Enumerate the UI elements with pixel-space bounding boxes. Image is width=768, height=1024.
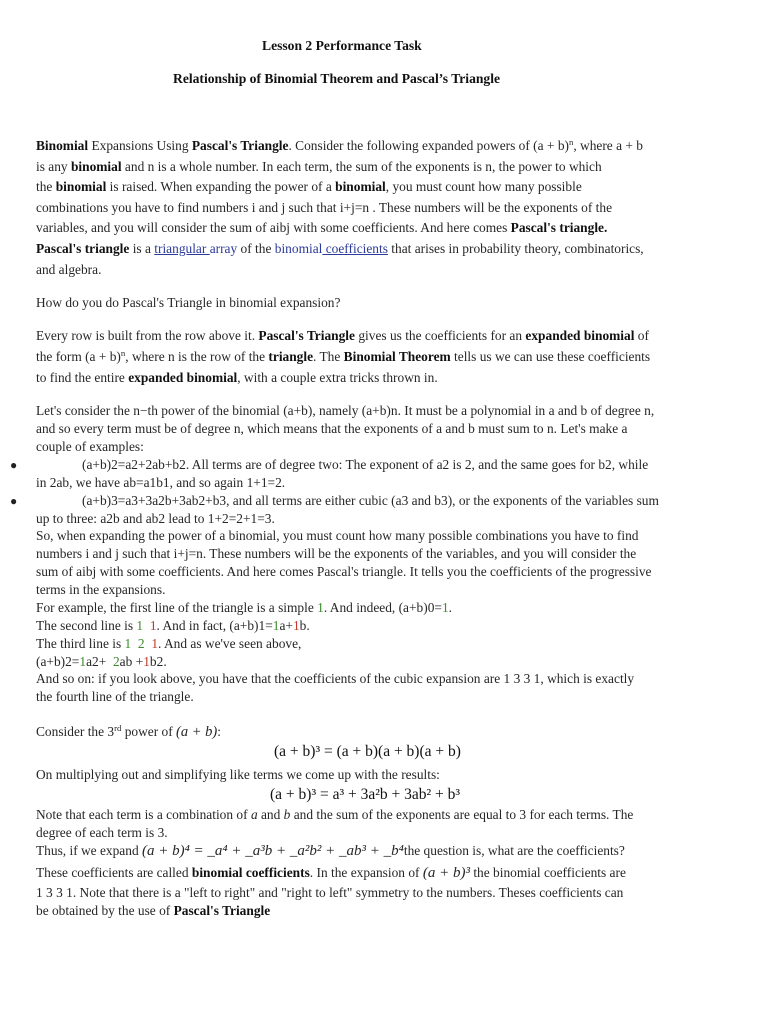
bullet-icon: ● bbox=[10, 494, 18, 508]
para3-line-2: and so every term must be of degree n, which means that the exponents of a and b must sum to n. Let's make a bbox=[36, 421, 628, 436]
coefficient: 2 bbox=[112, 654, 120, 669]
expand-fourth-power-line bbox=[36, 842, 625, 860]
text: Expansions Using bbox=[88, 138, 192, 153]
para3-line-3: couple of examples: bbox=[36, 439, 144, 454]
example-line-5: And so on: if you look above, you have that the coefficients of the cubic expansion are 1 3 3 1, which is exactly bbox=[36, 671, 635, 686]
coefficient: 1 bbox=[441, 600, 449, 615]
coefficient: 1 bbox=[292, 618, 300, 633]
bullet-2-line-1: (a+b)3=a3+3a2b+3ab2+b3, and all terms are either cubic (a3 and b3), or the exponents of the variables sum bbox=[82, 493, 659, 508]
text: a+ bbox=[279, 618, 293, 633]
para2-line-2 bbox=[36, 348, 650, 366]
para3-line-s4: terms in the expansions. bbox=[36, 582, 166, 597]
term-triangle: triangle bbox=[268, 349, 314, 364]
intro-line-3 bbox=[36, 178, 582, 196]
text: the question is, what are the coefficients? bbox=[403, 843, 625, 858]
triangular-link[interactable]: triangular bbox=[154, 241, 210, 256]
array-link[interactable]: array bbox=[209, 241, 238, 256]
superscript: n bbox=[568, 137, 574, 148]
note-line-1 bbox=[36, 806, 633, 824]
example-line-2 bbox=[36, 617, 310, 635]
text: These coefficients are called bbox=[36, 865, 192, 880]
text: be obtained by the use of bbox=[36, 903, 174, 918]
text: . Consider the following expanded powers of (a + b) bbox=[288, 138, 569, 153]
text: . The bbox=[313, 349, 344, 364]
coefficient: 1 bbox=[136, 618, 144, 633]
coefficient: 1 bbox=[79, 654, 87, 669]
text: b. bbox=[299, 618, 310, 633]
text: and n is a whole number. In each term, the sum of the exponents is n, the power to which bbox=[121, 159, 602, 174]
text: . And in fact, (a+b)1= bbox=[156, 618, 273, 633]
coefficient: 1 bbox=[272, 618, 280, 633]
equation-cube-product: (a + b)³ = (a + b)(a + b)(a + b) bbox=[274, 743, 461, 760]
term-binomial-theorem: Binomial Theorem bbox=[343, 349, 451, 364]
text: and the sum of the exponents are equal to 3 for each terms. The bbox=[290, 807, 634, 822]
text: Every row is built from the row above it. bbox=[36, 328, 259, 343]
coefficient: 1 bbox=[143, 654, 150, 669]
intro-line-7: and algebra. bbox=[36, 262, 102, 277]
term-expanded-binomial: expanded binomial bbox=[525, 328, 635, 343]
text: the bbox=[36, 179, 56, 194]
term-expanded-binomial: expanded binomial bbox=[128, 370, 238, 385]
coefficient: 1 bbox=[124, 636, 132, 651]
bullet-1-line-2: in 2ab, we have ab=a1b1, and so again 1+1=2. bbox=[36, 475, 286, 490]
text: Consider the 3 bbox=[36, 724, 115, 739]
question-line: How do you do Pascal's Triangle in binomial expansion? bbox=[36, 295, 341, 310]
binomial-link[interactable]: binomial bbox=[274, 241, 323, 256]
text: to find the entire bbox=[36, 370, 129, 385]
equation-cube-expansion: (a + b)³ = a³ + 3a²b + 3ab² + b³ bbox=[270, 786, 461, 803]
text: that arises in probability theory, combinatorics, bbox=[387, 241, 644, 256]
term-pascals-triangle: Pascal's Triangle bbox=[258, 328, 355, 343]
superscript: n bbox=[120, 348, 126, 359]
document-title: Lesson 2 Performance Task bbox=[262, 38, 422, 53]
bullet-2-line-2: up to three: a2b and ab2 lead to 1+2=2+1=3. bbox=[36, 511, 275, 526]
term-pascals-triangle: Pascal's triangle. bbox=[510, 220, 608, 235]
text: of bbox=[634, 328, 649, 343]
text: The third line is bbox=[36, 636, 125, 651]
example-line-1 bbox=[36, 599, 452, 617]
coefficients-link[interactable]: coefficients bbox=[322, 241, 388, 256]
coefficients-line-1 bbox=[36, 864, 626, 882]
text: , you must count how many possible bbox=[385, 179, 582, 194]
inline-math: (a + b) bbox=[176, 724, 218, 740]
text: is raised. When expanding the power of a bbox=[106, 179, 336, 194]
text: the binomial coefficients are bbox=[469, 865, 626, 880]
text: . bbox=[448, 600, 453, 615]
intro-line-5 bbox=[36, 219, 607, 237]
text: Note that each term is a combination of bbox=[36, 807, 251, 822]
term-pascals-triangle: Pascal's triangle bbox=[36, 241, 130, 256]
text: the form (a + b) bbox=[36, 349, 121, 364]
example-line-6: the fourth line of the triangle. bbox=[36, 689, 194, 704]
para3-line-1: Let's consider the n−th power of the binomial (a+b), namely (a+b)n. It must be a polynomial in a and b of degree n, bbox=[36, 403, 655, 418]
example-line-4 bbox=[36, 653, 167, 671]
text: . And as we've seen above, bbox=[158, 636, 302, 651]
text: : bbox=[217, 724, 221, 739]
text: . And indeed, (a+b)0= bbox=[323, 600, 442, 615]
cubic-intro-line bbox=[36, 723, 221, 741]
para2-line-1 bbox=[36, 327, 649, 345]
para3-line-s3: sum of aibj with some coefficients. And here comes Pascal's triangle. It tells you the coefficients of the progressive bbox=[36, 564, 652, 579]
text: (a+b)2= bbox=[36, 654, 80, 669]
inline-math: (a + b)³ bbox=[422, 865, 470, 881]
intro-line-1 bbox=[36, 137, 643, 155]
text: , where n is the row of the bbox=[125, 349, 269, 364]
term-pascals-triangle: Pascal's Triangle bbox=[173, 903, 271, 918]
inline-math: a bbox=[250, 807, 258, 822]
para3-line-s1: So, when expanding the power of a binomial, you must count how many possible combinations you have to find bbox=[36, 528, 639, 543]
coefficient: 1 bbox=[149, 618, 157, 633]
text: and bbox=[257, 807, 284, 822]
intro-line-4: combinations you have to find numbers i and j such that i+j=n . These numbers will be the exponents of the bbox=[36, 200, 613, 215]
text: a2+ bbox=[86, 654, 110, 669]
text: power of bbox=[121, 724, 177, 739]
term-binomial: binomial bbox=[70, 159, 122, 174]
intro-line-6 bbox=[36, 240, 644, 258]
inline-math: b bbox=[283, 807, 291, 822]
text: ab + bbox=[119, 654, 144, 669]
bullet-icon: ● bbox=[10, 458, 18, 472]
text: , where a + b bbox=[573, 138, 643, 153]
coefficients-line-2: 1 3 3 1. Note that there is a "left to right" and "right to left" symmetry to the numbers. Theses coefficients can bbox=[36, 885, 624, 900]
superscript: rd bbox=[114, 723, 122, 734]
multiplying-line: On multiplying out and simplifying like terms we come up with the results: bbox=[36, 767, 440, 782]
text: gives us the coefficients for an bbox=[354, 328, 526, 343]
example-line-3 bbox=[36, 635, 301, 653]
coefficient: 2 bbox=[137, 636, 145, 651]
text: tells us we can use these coefficients bbox=[450, 349, 651, 364]
document-subtitle: Relationship of Binomial Theorem and Pascal’s Triangle bbox=[173, 71, 501, 86]
text: The second line is bbox=[36, 618, 137, 633]
note-line-2: degree of each term is 3. bbox=[36, 825, 168, 840]
text: , with a couple extra tricks thrown in. bbox=[237, 370, 438, 385]
inline-math: (a + b)⁴ = _a⁴ + _a³b + _a²b² + _ab³ + _b⁴ bbox=[141, 843, 404, 859]
term-binomial: binomial bbox=[55, 179, 107, 194]
para3-line-s2: numbers i and j such that i+j=n. These numbers will be the exponents of the variables, and you will consider the bbox=[36, 546, 637, 561]
term-binomial: Binomial bbox=[36, 138, 89, 153]
para2-line-3 bbox=[36, 369, 438, 387]
term-binomial: binomial bbox=[335, 179, 386, 194]
text: b2. bbox=[149, 654, 167, 669]
text: Thus, if we expand bbox=[36, 843, 142, 858]
bullet-1-line-1: (a+b)2=a2+2ab+b2. All terms are of degree two: The exponent of a2 is 2, and the same goes for b2, while bbox=[82, 457, 649, 472]
coefficient: 1 bbox=[317, 600, 324, 615]
term-binomial-coefficients: binomial coefficients bbox=[191, 865, 310, 880]
text: is a bbox=[129, 241, 155, 256]
text: variables, and you will consider the sum of aibj with some coefficients. And here comes bbox=[36, 220, 511, 235]
text: For example, the first line of the triangle is a simple bbox=[36, 600, 318, 615]
text: of the bbox=[237, 241, 275, 256]
text: is any bbox=[36, 159, 71, 174]
coefficient: 1 bbox=[151, 636, 159, 651]
coefficients-line-3 bbox=[36, 902, 270, 920]
intro-line-2 bbox=[36, 158, 602, 176]
term-pascals-triangle: Pascal's Triangle bbox=[191, 138, 289, 153]
text: . In the expansion of bbox=[309, 865, 423, 880]
